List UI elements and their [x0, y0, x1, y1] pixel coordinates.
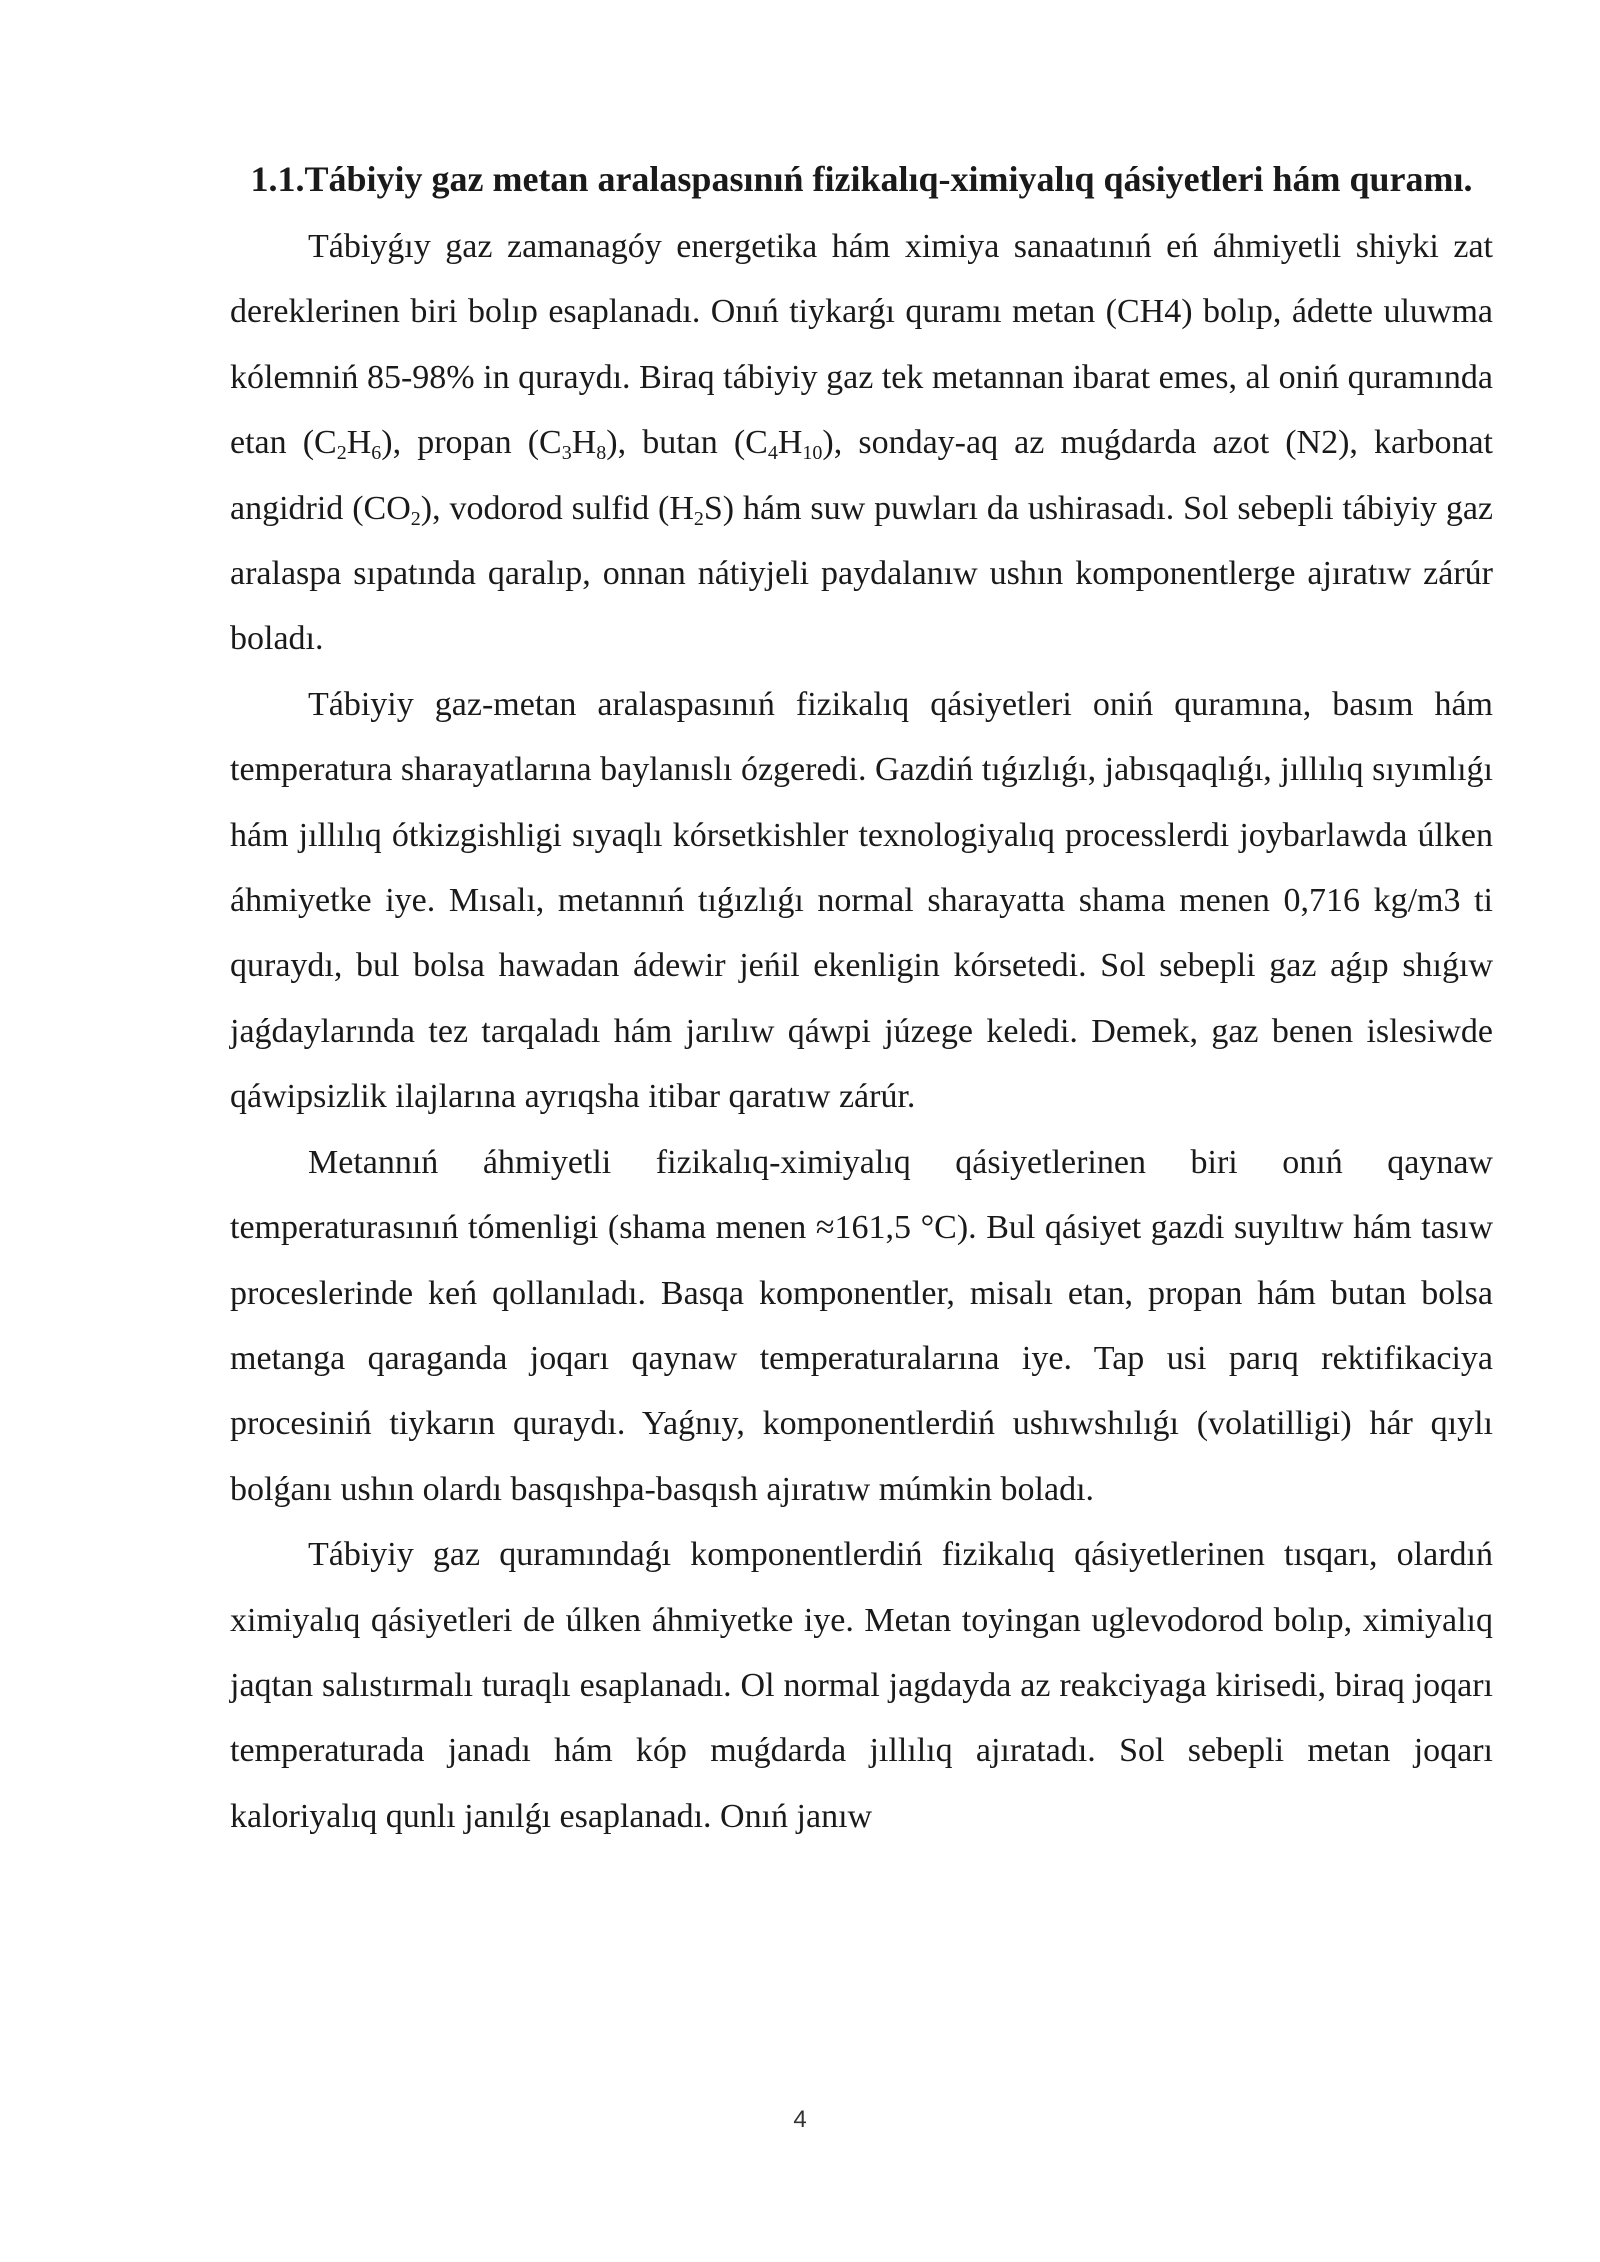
- text-run: ), vodorod sulfid (H: [420, 489, 694, 527]
- subscript: 6: [371, 442, 382, 465]
- paragraph-4: [230, 1522, 1493, 1849]
- subscript: 4: [767, 442, 778, 465]
- subscript: 2: [693, 507, 704, 530]
- text-run: Tábiyiy gaz-metan aralaspasınıń fizikalıq qásiyetleri oniń quramına, basım hám temperatura sharayatlarına baylanıslı ózgeredi. Gazdiń tıǵızlıǵı, jabısqaqlıǵı, jıllılıq sıyımlıǵı hám jıllılıq ótkizgishligi sıyaqlı kórsetkishler texnologiyalıq processlerdi joybarlawda úlken áhmiyetke iye. Mısalı, metannıń tıǵızlıǵı normal sharayatta shama menen 0,716 kg/m3 ti quraydı, bul bolsa hawadan ádewir jeńil ekenligin kórsetedi. Sol sebepli gaz aǵıp shıǵıw jaǵdaylarında tez tarqaladı hám jarılıw qáwpi júzege keledi. Demek, gaz benen islesiwde qáwipsizlik ilajlarına ayrıqsha itibar qaratıw zárúr.: [230, 685, 1493, 1116]
- paragraph-1: [230, 214, 1493, 672]
- text-run: ), propan (C: [381, 424, 562, 462]
- text-run: ), sonday-aq az muǵdarda azot (N2), karbonat angidrid (CO: [230, 424, 1493, 527]
- section-heading: 1.1.Tábiyiy gaz metan aralaspasınıń fizikalıq-ximiyalıq qásiyetleri hám quramı.: [250, 159, 1473, 199]
- text-run: H: [777, 424, 803, 462]
- text-run: Tábiyǵıy gaz zamanagóy energetika hám ximiya sanaatınıń eń áhmiyetli shiyki zat dereklerinen biri bolıp esaplanadı. Onıń tiykarǵı quramı metan (CH4) bolıp, ádette uluwma kólemniń 85-98% in quraydı. Biraq tábiyiy gaz tek metannan ibarat emes, al oniń quramında etan (C: [230, 228, 1493, 462]
- text-run: Tábiyiy gaz quramındaǵı komponentlerdiń fizikalıq qásiyetlerinen tısqarı, olardıń ximiyalıq qásiyetleri de úlken áhmiyetke iye. Metan toyingan uglevodorod bolıp, ximiyalıq jaqtan salıstırmalı turaqlı esaplanadı. Ol normal jagdayda az reakciyaga kirisedi, biraq joqarı temperaturada janadı hám kóp muǵdarda jıllılıq ajıratadı. Sol sebepli metan joqarı kaloriyalıq qunlı janılǵı esaplanadı. Onıń janıw: [230, 1536, 1493, 1835]
- subscript: 10: [802, 442, 823, 465]
- subscript: 2: [336, 442, 347, 465]
- paragraph-2: [230, 672, 1493, 1130]
- page-number: 4: [793, 2106, 807, 2133]
- subscript: 2: [410, 507, 421, 530]
- text-run: Metannıń áhmiyetli fizikalıq-ximiyalıq qásiyetlerinen biri onıń qaynaw temperaturasınıń tómenligi (shama menen ≈161,5 °C). Bul qásiyet gazdi suyıltıw hám tasıw proceslerinde keń qollanıladı. Basqa komponentler, misalı etan, propan hám butan bolsa metanga qaraganda joqarı qaynaw temperaturalarına iye. Tap usi parıq rektifikaciya procesiniń tiykarın quraydı. Yaǵnıy, komponentlerdiń ushıwshılıǵı (volatilligi) hár qıylı bolǵanı ushın olardı basqıshpa-basqısh ajıratıw múmkin boladı.: [230, 1143, 1493, 1508]
- text-run: H: [346, 424, 372, 462]
- subscript: 3: [561, 442, 572, 465]
- document-page: [230, 148, 1493, 1849]
- paragraph-3: [230, 1130, 1493, 1522]
- text-run: ), butan (C: [606, 424, 768, 462]
- body-text: [230, 214, 1493, 1849]
- text-run: H: [571, 424, 597, 462]
- text-run: S) hám suw puwları da ushirasadı. Sol sebepli tábiyiy gaz aralaspa sıpatında qaralıp, onnan nátiyjeli paydalanıw ushın komponentlerge ajıratıw zárúr boladı.: [230, 489, 1494, 658]
- subscript: 8: [596, 442, 607, 465]
